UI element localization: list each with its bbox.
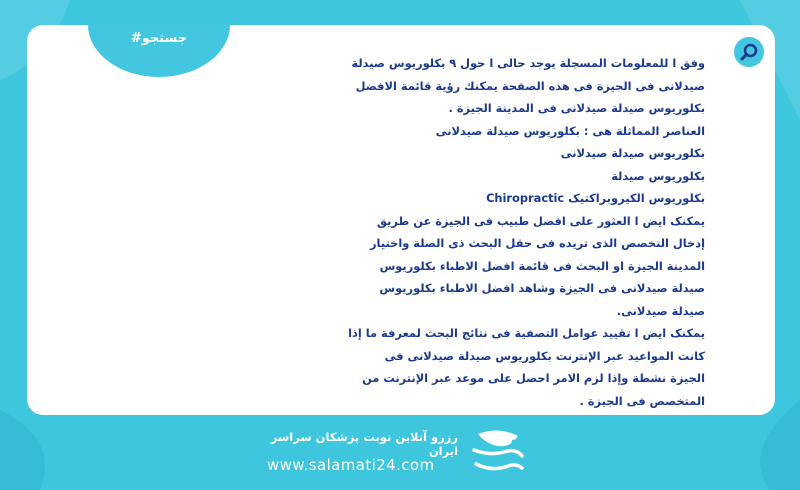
salamati-logo-icon[interactable] (470, 428, 526, 476)
search-button[interactable] (734, 37, 764, 67)
footer-tagline: رزرو آنلاین نوبت پزشکان سراسر ایران (270, 430, 458, 458)
article-text (347, 52, 705, 412)
paragraph-similar-items: العناصر المماثلة هی : بكلوريوس صيدلة صيدلانى (435, 123, 705, 138)
search-icon (739, 42, 759, 62)
similar-item: بكلوريوس صيدلة (611, 168, 705, 183)
paragraph-intro: وفق ا للمعلومات المسجلة يوجد حالی ا حول ۹ بكلوريوس صيدلة صيدلانى فى الجيزة فى هذه الصفحة يمكنك رؤية قائمة الافضل بكلوريوس صيدلة صيدلانى فى المدينة الجيزة . (351, 56, 705, 115)
paragraph-find-doctor: يمكنک ايض ا العثور على افضل طبيب فی الجيزة عن طريق إدخال التخصص الذی تريده فی حقل البحث ذی الصلة واختيار المدينة الجيزة او البحث فی قائمة افضل الاطباء بكلوريوس صيدلة صيدلانى فی الجيزة وشاهد افضل الاطباء بكلوريوس صيدلة صيدلانى. (370, 213, 705, 318)
similar-item: بكلوريوس الكيروبراكتيک Chiropractic (486, 191, 705, 205)
similar-item: بكلوريوس صيدلة صيدلانى (560, 146, 705, 160)
footer-url-link[interactable]: www.salamati24.com (267, 456, 435, 474)
content-card (27, 25, 775, 415)
hashtag-tab[interactable] (88, 25, 230, 77)
hashtag-label: #جستجو (130, 31, 188, 46)
paragraph-filters: يمكنک ايض ا تقييد عوامل التصفية فی نتائج البحث لمعرفة ما إذا كانت المواعيد عبر الإنترنت بكلوريوس صيدلة صيدلانى فی الجيزة نشطة وإذا لزم الامر احصل على موعد عبر الإنترنت من المتخصص فی الجيزة . (348, 326, 705, 408)
